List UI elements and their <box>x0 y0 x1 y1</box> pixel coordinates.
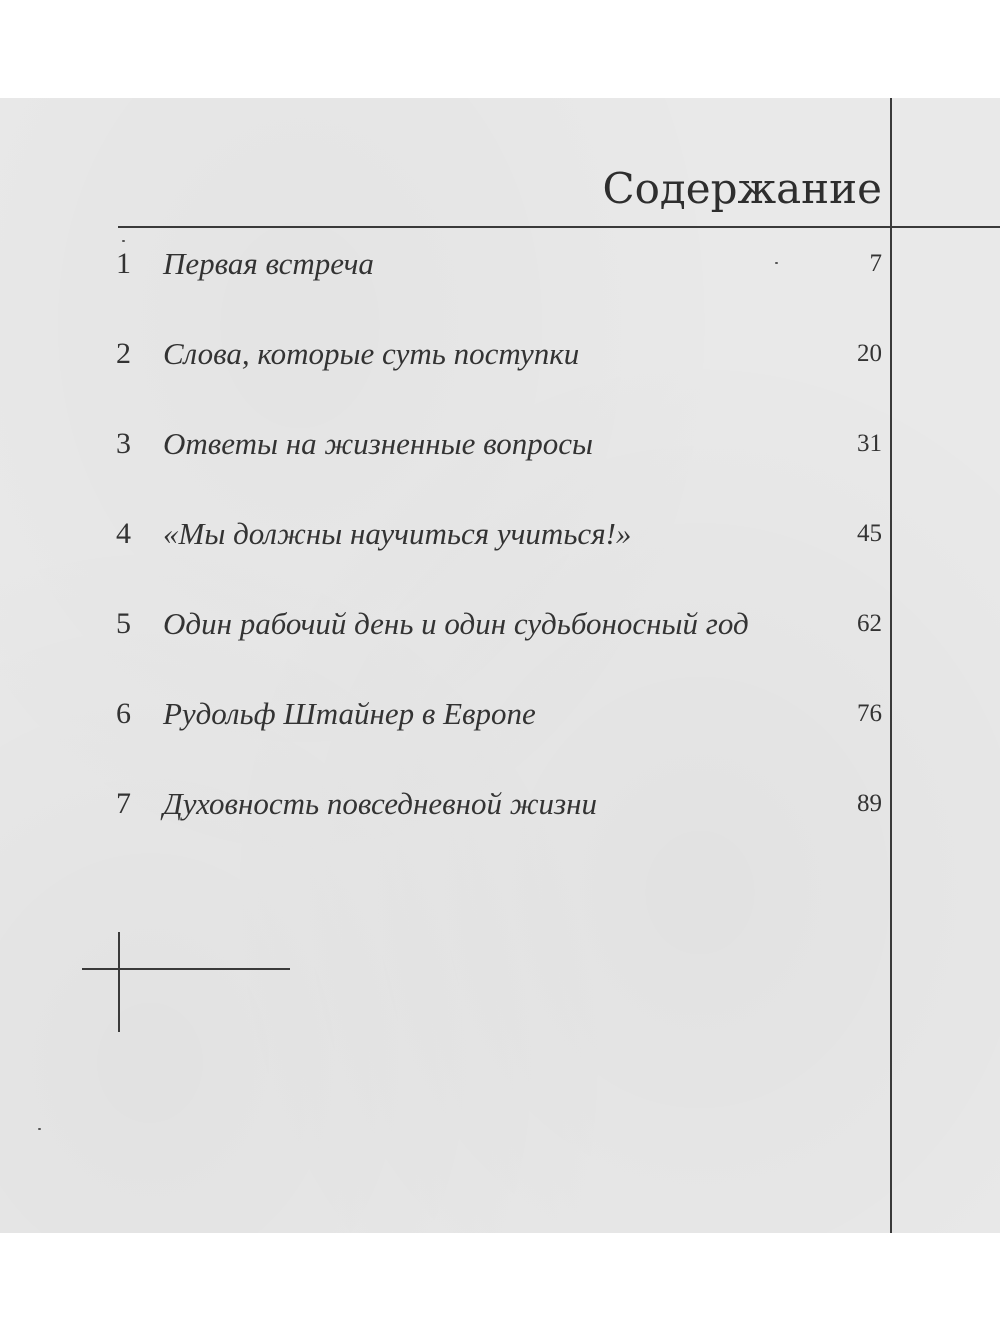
toc-entry <box>0 509 1000 559</box>
chapter-title: Ответы на жизненные вопросы <box>163 426 593 461</box>
toc-entry <box>0 239 1000 289</box>
chapter-number: 3 <box>116 427 131 460</box>
page-number: 62 <box>857 610 882 637</box>
toc-entry <box>0 689 1000 739</box>
chapter-number: 7 <box>116 787 131 820</box>
chapter-title: Рудольф Штайнер в Европе <box>163 696 536 731</box>
page-number: 31 <box>857 430 882 457</box>
paper-speck <box>122 240 125 242</box>
chapter-title: Духовность повседневной жизни <box>163 786 597 821</box>
chapter-title: Один рабочий день и один судьбоносный год <box>163 606 749 641</box>
chapter-number: 5 <box>116 607 131 640</box>
toc-entry <box>0 779 1000 829</box>
chapter-number: 6 <box>116 697 131 730</box>
chapter-number: 4 <box>116 517 131 550</box>
toc-entry <box>0 419 1000 469</box>
chapter-title: Слова, которые суть поступки <box>163 336 580 371</box>
chapter-number: 1 <box>116 247 131 280</box>
paper-speck <box>775 262 778 264</box>
page-title: Содержание <box>602 164 882 213</box>
crop-mark-vertical <box>118 932 120 1032</box>
chapter-title: «Мы должны научиться учиться!» <box>163 516 632 551</box>
page-number: 76 <box>857 700 882 727</box>
toc-entry <box>0 329 1000 379</box>
chapter-number: 2 <box>116 337 131 370</box>
toc-entry <box>0 599 1000 649</box>
page-number: 89 <box>857 790 882 817</box>
chapter-title: Первая встреча <box>163 246 374 281</box>
page-number: 45 <box>857 520 882 547</box>
paper-speck <box>38 1128 41 1130</box>
page-number: 20 <box>857 340 882 367</box>
crop-mark-horizontal <box>82 968 290 970</box>
page-number: 7 <box>869 250 882 277</box>
